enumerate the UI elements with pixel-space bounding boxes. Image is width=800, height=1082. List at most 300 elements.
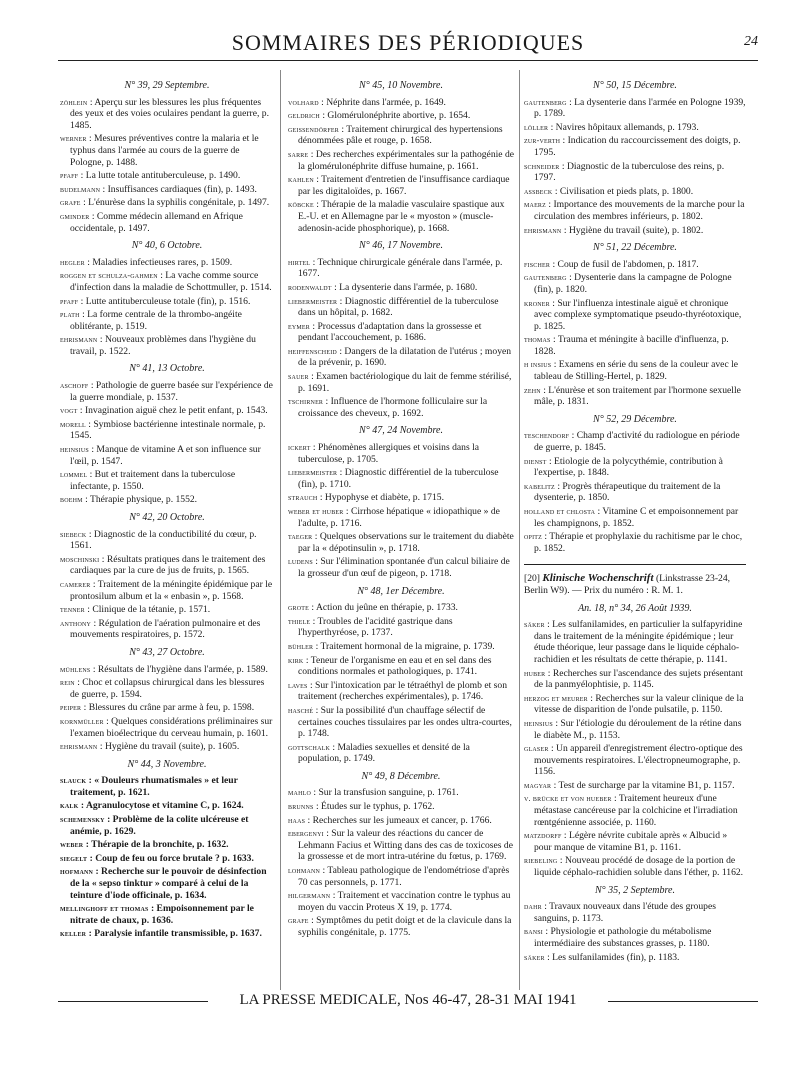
article-title: : Résultats pratiques dans le traitement des cardiaques par la cure de jus de fruits, p. 1565.: [70, 553, 266, 577]
column-3: [524, 74, 746, 965]
article-entry: [524, 952, 746, 964]
article-author: schneider: [524, 161, 560, 171]
article-entry: [60, 494, 274, 506]
article-title: : Processus d'adaptation dans la grossesse et pendant l'accouchement, p. 1686.: [298, 320, 482, 344]
article-author: anthony: [60, 618, 92, 628]
article-title: : Importance des mouvements de la marche pour la circulation des membres inférieurs, p. 1802.: [534, 199, 745, 222]
article-entry: [524, 506, 746, 529]
article-title: : Nouveau procédé de dosage de la portion de liquide céphalo-rachidien soluble dans l'éther, p. 1162.: [534, 855, 744, 879]
article-author: kabelitz: [524, 481, 555, 491]
article-author: bansi: [524, 927, 544, 937]
page-header: [58, 30, 758, 58]
article-entry: [288, 680, 514, 703]
article-author: gautenberg: [524, 97, 567, 107]
article-author: lommel: [60, 470, 88, 480]
article-title: : Test de surcharge par la vitamine B1, p. 1157.: [553, 779, 735, 791]
article-entry: [524, 161, 746, 184]
article-title: : Examens en série du sens de la couleur avec le tableau de Stilling-Hertel, p. 1829.: [534, 359, 739, 383]
issue-heading: N° 41, 13 Octobre.: [129, 363, 205, 375]
article-title: : Résultats de l'hygiène dans l'armée, p. 1589.: [92, 663, 268, 675]
article-author: opitz: [524, 532, 542, 542]
article-entry: [524, 926, 746, 949]
article-entry: [288, 346, 514, 369]
article-author: siebeck: [60, 529, 87, 539]
article-entry: [60, 197, 274, 209]
article-entry: [524, 481, 746, 504]
article-author: heinsius: [524, 718, 553, 728]
article-author: hasché: [288, 705, 314, 715]
article-title: : Vitamine C et empoisonnement par les champignons, p. 1852.: [534, 506, 739, 529]
article-title: : Traitement de la méningite épidémique par le prontosilum album et la « enbasin », p. 1568.: [70, 578, 273, 602]
article-author: holland et chlosta: [524, 507, 596, 516]
article-title: : But et traitement dans la tuberculose infectante, p. 1550.: [70, 469, 236, 492]
article-title: : La dysenterie dans l'armée en Pologne 1939, p. 1789.: [534, 96, 746, 120]
article-author: taeger: [288, 532, 313, 542]
article-author: hirtel: [288, 257, 311, 267]
issue-heading: N° 43, 27 Octobre.: [129, 646, 205, 658]
article-entry: [288, 124, 514, 147]
article-entry: [288, 616, 514, 639]
article-title: : Invagination aiguë chez le petit enfant, p. 1543.: [79, 405, 268, 417]
column-1: [60, 74, 274, 942]
article-entry: [288, 865, 514, 888]
article-title: : Hypophyse et diabète, p. 1715.: [319, 492, 444, 504]
article-author: thomas: [524, 335, 551, 345]
article-entry: [60, 839, 274, 851]
article-title: : Coup de feu ou force brutale ? p. 1633.: [89, 852, 254, 864]
article-entry: [288, 801, 514, 813]
article-author: zöhlein: [60, 97, 88, 107]
article-author: grafe: [60, 198, 81, 208]
article-entry: [60, 716, 274, 739]
article-title: : Sur l'étiologie du déroulement de la rétine dans le diabète M., p. 1153.: [534, 717, 742, 741]
article-entry: [60, 866, 274, 901]
article-title: : Traitement chirurgical des hypertensions dénommées pâle et rouge, p. 1658.: [298, 123, 503, 147]
journal-heading: [524, 573, 746, 596]
article-entry: [60, 529, 274, 552]
article-title: : L'énurèse dans la syphilis congénitale, p. 1497.: [83, 197, 270, 209]
article-title: : Dysenterie dans la campagne de Pologne (fin), p. 1820.: [534, 272, 732, 295]
article-title: : Sur l'élimination spontanée d'un calcul biliaire de la grosseur d'un œuf de pigeon, p. 1718.: [298, 556, 510, 579]
column-3-issues: [524, 80, 746, 554]
header-rule: [58, 60, 758, 61]
article-title: : Nouveaux problèmes dans l'hygiène du travail, p. 1522.: [70, 334, 256, 357]
article-author: strauch: [288, 493, 318, 503]
article-author: gautenberg: [524, 273, 567, 283]
article-author: mellinghoff et thomas: [60, 904, 149, 914]
article-title: : Diagnostic différentiel de la tuberculose (fin), p. 1710.: [298, 467, 499, 490]
article-title: : Des recherches expérimentales sur la pathogénie de la glomérulonéphrite diffuse humaine, p. 1661.: [298, 148, 514, 172]
article-entry: [60, 419, 274, 442]
article-title: : Progrès thérapeutique du traitement de la dysenterie, p. 1850.: [534, 480, 721, 504]
issue-heading: N° 44, 3 Novembre.: [127, 758, 207, 770]
article-author: ickert: [288, 443, 311, 453]
article-title: : Régulation de l'aération pulmonaire et des mouvements respiratoires, p. 1572.: [70, 617, 261, 641]
article-title: : Coup de fusil de l'abdomen, p. 1817.: [552, 258, 699, 270]
article-author: werner: [60, 134, 87, 144]
article-entry: [288, 890, 514, 913]
page-footer: [58, 992, 758, 1010]
article-title: : Tableau pathologique de l'endométriose d'après 70 cas personnels, p. 1771.: [298, 865, 510, 888]
article-entry: [288, 442, 514, 465]
article-author: budelmann: [60, 184, 101, 194]
article-title: : Blessures du crâne par arme à feu, p. 1598.: [83, 702, 255, 714]
article-entry: [60, 579, 274, 602]
article-entry: [60, 469, 274, 492]
article-author: ludens: [288, 557, 313, 567]
article-title: : Quelques considérations préliminaires sur l'examen bioélectrique du cerveau humain, p. 1601.: [70, 715, 273, 739]
article-author: riebeling: [524, 856, 558, 866]
article-title: : Maladies infectieuses rares, p. 1509.: [87, 256, 233, 268]
article-title: : Cirrhose hépatique « idiopathique » de l'adulte, p. 1716.: [298, 506, 500, 529]
article-entry: [60, 211, 274, 234]
article-entry: [524, 793, 746, 828]
article-author: tschirner: [288, 397, 324, 407]
article-author: kroner: [524, 298, 550, 308]
article-author: liebermeister: [288, 468, 338, 478]
article-entry: [288, 915, 514, 938]
article-title: : Légère névrite cubitale après « Albucid » pour manque de vitamine B1, p. 1161.: [534, 830, 728, 853]
article-title: : Sur l'influenza intestinale aiguë et chronique avec complexe symptomatique pseudo-thyréotoxique, p. 1825.: [534, 297, 742, 332]
article-title: : Examen bactériologique du lait de femme stérilisé, p. 1691.: [298, 371, 512, 394]
article-entry: [60, 405, 274, 417]
article-entry: [524, 619, 746, 665]
article-author: volhard: [288, 97, 319, 107]
article-title: : Diagnostic de la tuberculose des reins, p. 1797.: [534, 160, 725, 184]
article-title: : Thérapie physique, p. 1552.: [85, 494, 198, 506]
article-title: : La dysenterie dans l'armée, p. 1680.: [334, 281, 478, 293]
article-author: ebergenyi: [288, 829, 324, 839]
page-number: 24: [744, 34, 758, 49]
issue-heading: N° 45, 10 Novembre.: [359, 80, 443, 91]
article-entry: [288, 531, 514, 554]
article-entry: [288, 787, 514, 799]
article-author: gminder: [60, 211, 90, 221]
article-entry: [60, 800, 274, 812]
article-author: teschendorf: [524, 431, 570, 441]
article-author: weber et huber: [288, 507, 344, 516]
article-title: : « Douleurs rhumatismales » et leur traitement, p. 1621.: [70, 775, 238, 798]
article-title: : Traitement heureux d'une métastase cancéreuse par la colchicine et l'irradiation rœntgénienne associée, p. 1160.: [534, 793, 738, 828]
article-entry: [60, 741, 274, 753]
article-entry: [288, 199, 514, 234]
article-entry: [288, 641, 514, 653]
journal-separator: [524, 564, 746, 565]
article-title: : Travaux nouveaux dans l'étude des groupes sanguins, p. 1173.: [534, 901, 716, 924]
article-entry: [524, 97, 746, 120]
article-title: : Thérapie de la maladie vasculaire spastique aux E.-U. et en Allemagne par le « myoston » (muscle-adenosin-acide phosphorique), p. 1668.: [298, 199, 505, 234]
article-author: v. brücke et von hueber: [524, 794, 612, 804]
article-title: : Indication du raccourcissement des doigts, p. 1795.: [534, 135, 741, 158]
article-author: magyar: [524, 780, 552, 790]
article-author: matzdorff: [524, 831, 562, 841]
article-author: kornmüller: [60, 716, 104, 726]
article-title: : Sur la possibilité d'un chauffage sélectif de certaines couches tissulaires par les ondes ultra-courtes, p. 1748.: [298, 704, 512, 740]
column-3-journal-issues: [524, 603, 746, 964]
article-author: herzog et meurer: [524, 693, 588, 703]
article-entry: [288, 396, 514, 419]
article-entry: [288, 321, 514, 344]
article-title: : Quelques observations sur le traitement du diabète par la « dépotinsulin », p. 1718.: [298, 531, 514, 554]
article-title: : Thérapie et prophylaxie du rachitisme par le choc, p. 1852.: [534, 531, 743, 554]
article-author: dahr: [524, 902, 542, 912]
article-title: : Agranulocytose et vitamine C, p. 1624.: [80, 800, 244, 812]
article-author: siegelt: [60, 853, 88, 863]
article-entry: [524, 693, 746, 716]
article-entry: [60, 928, 274, 940]
article-author: ehrismann: [524, 225, 562, 235]
article-title: : Sur l'intoxication par le tétraéthyl de plomb et son traitement (recherches expérimentales), p. 1746.: [298, 679, 507, 703]
article-title: : Thérapie de la bronchite, p. 1632.: [85, 839, 229, 851]
article-author: lohmann: [288, 866, 321, 876]
article-title: : Influence de l'hormone folliculaire sur la croissance des cheveux, p. 1692.: [298, 396, 488, 419]
article-entry: [524, 359, 746, 382]
article-author: boehm: [60, 495, 83, 505]
article-author: rein: [60, 678, 75, 688]
article-entry: [60, 444, 274, 467]
issue-heading: N° 42, 20 Octobre.: [129, 512, 205, 523]
article-author: köbcke: [288, 200, 314, 210]
article-entry: [524, 334, 746, 357]
article-title: : Action du jeûne en thérapie, p. 1733.: [311, 602, 458, 614]
article-title: : Études sur le typhus, p. 1762.: [315, 801, 435, 813]
issue-heading: N° 50, 15 Décembre.: [593, 80, 677, 91]
article-entry: [60, 554, 274, 577]
article-title: : Troubles de l'acidité gastrique dans l'hyperthyréose, p. 1737.: [298, 615, 453, 639]
article-entry: [288, 828, 514, 863]
article-title: : Traitement hormonal de la migraine, p. 1739.: [315, 640, 495, 652]
article-author: kalk: [60, 801, 79, 811]
issue-heading: N° 49, 8 Décembre.: [361, 770, 441, 782]
article-title: : Glomérulonéphrite abortive, p. 1654.: [322, 110, 471, 122]
article-title: : Les sulfanilamides (fin), p. 1183.: [547, 951, 680, 963]
article-entry: [60, 903, 274, 926]
article-entry: [288, 492, 514, 504]
article-author: säker: [524, 952, 545, 962]
issue-heading: N° 35, 2 Septembre.: [594, 884, 675, 896]
article-title: : Diagnostic différentiel de la tuberculose dans un hôpital, p. 1682.: [298, 295, 499, 319]
article-title: : Aperçu sur les blessures les plus fréquentes des yeux et des voies oculaires pendant la guerre, p. 1485.: [70, 96, 270, 131]
journal-title: Klinische Wochenschrift: [542, 572, 654, 585]
article-entry: [60, 133, 274, 168]
article-author: thiele: [288, 616, 311, 626]
article-title: : Physiologie et pathologie du métabolisme intermédiaire des substances grasses, p. 1180.: [534, 926, 712, 949]
article-title: : Sur la valeur des réactions du cancer de Lehmann Facius et Witting dans des cas de toxicoses de la grossesse et de mort intra-utérine du fœtus, p. 1769.: [298, 828, 513, 863]
article-title: : Traitement et vaccination contre le typhus au moyen du vaccin Proteus X 19, p. 1774.: [298, 890, 511, 913]
footer-rule-right: [608, 1001, 758, 1002]
article-author: roggen et schulza-gahmen: [60, 271, 158, 281]
article-author: schemensky: [60, 815, 105, 825]
article-title: : Navires hôpitaux allemands, p. 1793.: [550, 121, 699, 133]
article-author: brunns: [288, 802, 314, 812]
issue-heading: N° 51, 22 Décembre.: [593, 242, 677, 254]
article-title: : Clinique de la tétanie, p. 1571.: [87, 604, 211, 616]
article-title: : Recherches sur la valeur clinique de la vitesse de disparition de l'onde pulsatile, p. 1150.: [534, 692, 744, 716]
article-entry: [524, 780, 746, 792]
article-author: moschinski: [60, 554, 100, 564]
article-title: : Etiologie de la polycythémie, contribution à l'expertise, p. 1848.: [534, 455, 723, 479]
article-author: rodenwaldt: [288, 282, 332, 292]
article-title: : Civilisation et pieds plats, p. 1800.: [554, 185, 694, 197]
article-title: : Traitement d'entretien de l'insuffisance cardiaque par les digitaloïdes, p. 1667.: [298, 174, 510, 197]
article-entry: [524, 456, 746, 479]
article-author: peiper: [60, 703, 82, 713]
article-author: ehrismann: [60, 742, 98, 752]
article-author: hofmann: [60, 867, 94, 877]
article-title: : Symptômes du petit doigt et de la clavicule dans la syphilis congénitale, p. 1775.: [298, 915, 512, 938]
article-entry: [524, 135, 746, 158]
article-title: : Paralysie infantile transmissible, p. 1637.: [88, 928, 262, 940]
article-title: : Diagnostic de la conductibilité du cœur, p. 1561.: [70, 528, 257, 552]
article-entry: [60, 296, 274, 308]
article-entry: [288, 97, 514, 109]
article-author: grote: [288, 603, 309, 613]
article-entry: [60, 677, 274, 700]
article-author: assbeck: [524, 186, 553, 196]
article-title: : Les sulfanilamides, en particulier la sulfapyridine dans le traitement de la méningite épidémique ; leur étude théorique, leur passage dans le liquide céphalo-rachidien et les résultats de cette thérapie, p. 1141.: [534, 619, 743, 665]
article-title: : Insuffisances cardiaques (fin), p. 1493.: [102, 183, 257, 195]
article-entry: [60, 702, 274, 714]
article-author: huber: [524, 668, 546, 678]
article-entry: [524, 668, 746, 691]
article-author: maerz: [524, 200, 546, 210]
article-entry: [60, 170, 274, 182]
article-title: : Hygiène du travail (suite), p. 1802.: [563, 224, 704, 236]
article-entry: [60, 184, 274, 196]
article-author: sauer: [288, 372, 309, 382]
article-title: : Choc et collapsus chirurgical dans les blessures de guerre, p. 1594.: [70, 677, 265, 700]
page-title: SOMMAIRES DES PÉRIODIQUES: [231, 30, 585, 55]
issue-heading: N° 52, 29 Décembre.: [593, 413, 677, 425]
article-title: : Recherches sur les jumeaux et cancer, p. 1766.: [307, 814, 492, 826]
column-2: [288, 74, 514, 941]
article-author: pfaff: [60, 171, 79, 181]
article-author: plath: [60, 310, 80, 320]
footer-text: LA PRESSE MEDICALE, Nos 46-47, 28-31 MAI 1941: [239, 992, 577, 1008]
article-title: : Mesures préventives contre la malaria et le typhus dans l'armée au cours de la guerre de Pologne, p. 1488.: [70, 133, 259, 168]
article-author: heiffenscheid: [288, 346, 337, 356]
article-entry: [288, 602, 514, 614]
article-entry: [288, 149, 514, 172]
article-author: sarre: [288, 149, 309, 159]
article-author: camerer: [60, 579, 91, 589]
article-author: heinsius: [60, 445, 89, 455]
article-title: : Problème de la colite ulcéreuse et anémie, p. 1629.: [70, 814, 249, 837]
article-title: : Hygiène du travail (suite), p. 1605.: [99, 741, 240, 753]
article-author: geissendörfer: [288, 124, 339, 134]
article-author: slauck: [60, 776, 87, 786]
article-entry: [60, 814, 274, 837]
article-entry: [524, 830, 746, 853]
article-entry: [60, 775, 274, 798]
article-title: : Maladies sexuelles et densité de la population, p. 1749.: [298, 741, 470, 765]
article-author: hegler: [60, 257, 85, 267]
article-entry: [524, 259, 746, 271]
article-entry: [288, 815, 514, 827]
article-author: pfaff: [60, 296, 79, 306]
journal-details: (Linkstrasse 23-24, Berlin W9). — Prix du numéro : R. M. 1.: [524, 573, 731, 596]
article-entry: [60, 309, 274, 332]
article-entry: [288, 257, 514, 280]
article-author: eymer: [288, 321, 310, 331]
article-author: geldrich: [288, 111, 320, 121]
article-entry: [524, 186, 746, 198]
article-author: kahlen: [288, 175, 314, 185]
article-title: : Recherches sur l'ascendance des sujets présentant de la panmyélophtisie, p. 1145.: [534, 667, 743, 691]
article-title: : Phénomènes allergiques et voisins dans la tuberculose, p. 1705.: [298, 442, 480, 465]
issue-heading: N° 40, 6 Octobre.: [131, 240, 203, 252]
article-entry: [60, 853, 274, 865]
article-title: : Teneur de l'organisme en eau et en sel dans des conditions normales et pathologiques, p. 1741.: [298, 654, 492, 678]
article-title: : Dangers de la dilatation de l'utérus ; moyen de la prévenir, p. 1690.: [298, 345, 512, 369]
article-title: : L'énurèse et son traitement par l'hormone sexuelle mâle, p. 1831.: [534, 384, 741, 408]
article-entry: [60, 604, 274, 616]
article-title: : Symbiose bactérienne intestinale normale, p. 1545.: [70, 418, 266, 442]
article-entry: [524, 272, 746, 295]
article-entry: [60, 618, 274, 641]
article-title: : La forme centrale de la thrombo-angéite oblitérante, p. 1519.: [70, 309, 242, 332]
article-entry: [288, 467, 514, 490]
article-entry: [288, 506, 514, 529]
issue-heading: An. 18, n° 34, 26 Août 1939.: [578, 602, 692, 614]
article-author: grafe: [288, 916, 309, 926]
article-author: aschoff: [60, 381, 89, 391]
article-entry: [288, 110, 514, 122]
article-author: h insius: [524, 360, 552, 370]
article-title: : Champ d'activité du radiologue en période de guerre, p. 1845.: [534, 430, 740, 454]
article-title: : Manque de vitamine A et son influence sur l'œil, p. 1547.: [70, 444, 261, 467]
article-title: : Empoisonnement par le nitrate de chaux, p. 1636.: [70, 903, 254, 926]
article-author: bühler: [288, 641, 314, 651]
article-entry: [288, 742, 514, 765]
article-author: liebermeister: [288, 296, 338, 306]
article-author: löller: [524, 122, 549, 132]
article-author: vogt: [60, 406, 78, 416]
article-entry: [524, 298, 746, 333]
issue-heading: N° 46, 17 Novembre.: [359, 240, 443, 252]
article-entry: [60, 257, 274, 269]
article-entry: [524, 901, 746, 924]
article-author: zur-verth: [524, 136, 561, 146]
article-entry: [60, 270, 274, 293]
issue-heading: N° 39, 29 Septembre.: [124, 80, 210, 91]
article-author: säker: [524, 620, 545, 630]
article-entry: [288, 705, 514, 740]
article-entry: [60, 97, 274, 132]
article-author: morell: [60, 419, 86, 429]
article-title: : Trauma et méningite à bacille d'influenza, p. 1828.: [534, 334, 729, 357]
article-author: kirk: [288, 655, 304, 665]
article-author: mühlens: [60, 664, 91, 674]
article-entry: [524, 718, 746, 741]
issue-heading: N° 48, 1er Décembre.: [357, 585, 445, 597]
article-title: : Recherche sur le pouvoir de désinfection de la « sepso tinktur » comparé à celui de la teinture d'iode officinale, p. 1634.: [70, 866, 267, 901]
article-entry: [60, 664, 274, 676]
article-author: weber: [60, 840, 84, 850]
article-entry: [288, 556, 514, 579]
article-title: : Sur la transfusion sanguine, p. 1761.: [313, 787, 459, 799]
article-author: ehrismann: [60, 335, 98, 345]
article-title: : Un appareil d'enregistrement électro-optique des mouvements respiratoires. L'électropneumographe, p. 1156.: [534, 743, 743, 778]
article-entry: [288, 655, 514, 678]
article-author: tenner: [60, 605, 85, 615]
article-author: laves: [288, 680, 308, 690]
article-author: gottschalk: [288, 742, 330, 752]
article-title: : La lutte totale antituberculeuse, p. 1490.: [80, 170, 241, 182]
article-entry: [524, 743, 746, 778]
article-title: : Technique chirurgicale générale dans l'armée, p. 1677.: [298, 256, 503, 280]
article-entry: [60, 334, 274, 357]
